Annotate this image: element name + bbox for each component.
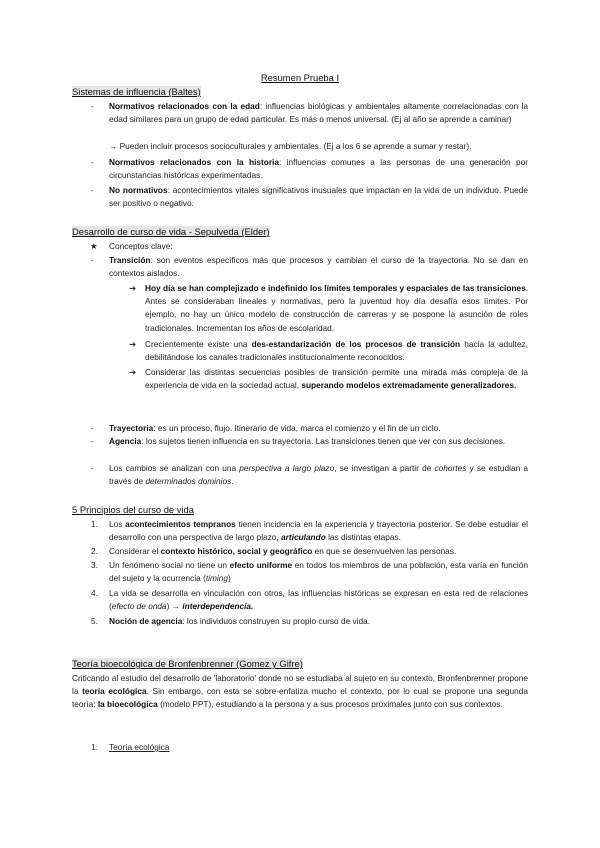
item-term: Trayectoria [109, 423, 154, 433]
item-bold-italic: interdependencia. [182, 601, 254, 612]
list-number: 4. [91, 588, 98, 598]
item-text: . [231, 476, 234, 487]
list-item [109, 184, 528, 210]
item-text: : es un proceso, flujo. Itinerario de vida, marca el comienzo y el fin de un ciclo. [153, 423, 441, 433]
item-pre: Los cambios se analizan con una [109, 463, 240, 473]
item-pre: Los [109, 519, 126, 529]
arrow-bullet-icon: ➔ [129, 283, 136, 293]
item-text: en todos los miembros de una población, esta varía en función del sujeto y la ocurrencia ( [109, 560, 528, 584]
item-pre: Considerar el [109, 546, 161, 556]
list-number: 5. [91, 616, 98, 626]
item-term: No normativos [109, 185, 168, 195]
list-item [109, 435, 528, 448]
item-term: Transición [109, 255, 151, 265]
item-text: : influencias biológicas y ambientales altamente correlacionadas con la edad similares para un grupo de edad particular. Es más o menos universal. (Ej al año se aprende a caminar) [109, 101, 528, 125]
dash-bullet: - [91, 157, 94, 167]
list-item [109, 462, 528, 488]
sub-item [145, 338, 528, 364]
item-text: tienen incidencia en la experiencia y trayectoria posterior. Se debe estudiar el desarrollo con una perspectiva de largo plazo, [109, 519, 528, 543]
para-text: (modelo PPT), estudiando a la persona y a sus procesos proximales junto con sus contextos. [157, 699, 503, 709]
item-italic: determinados dominios [145, 476, 232, 487]
section-heading-principles: 5 Principios del curso de vida [72, 504, 194, 515]
dash-bullet: - [91, 423, 94, 433]
para-text: . Sin embargo, con esta se sobre-enfatiza mucho el contexto, por lo cual se propone una segunda teoría: [72, 686, 529, 709]
key-concepts-label: Conceptos clave: [109, 241, 173, 251]
dash-bullet: - [91, 101, 94, 111]
numbered-item [109, 615, 528, 628]
list-number: 3. [91, 560, 98, 570]
arrow-note: → Pueden incluir procesos socioculturales y ambientales. (Ej a los 6 se aprende a sumar y restar). [109, 141, 472, 151]
section-heading-elder: Desarrollo de curso de vida - Sepulveda (Elder) [72, 226, 270, 237]
item-pre: Considerar las distintas secuencias posibles de transición permite una mirada más compleja de la experiencia de vida en la sociedad actual, [145, 367, 528, 391]
numbered-item [109, 545, 528, 558]
item-text: : los sujetos tienen influencia en su trayectoria. Las transiciones tienen que ver con sus decisiones. [141, 436, 506, 446]
item-pre: Un fenómeno social no tiene un [109, 560, 230, 570]
body-paragraph [72, 672, 528, 711]
list-item [109, 254, 528, 280]
list-item [109, 156, 528, 182]
numbered-item [109, 559, 528, 585]
section-heading-baltes: Sistemas de influencia (Baltes) [72, 86, 201, 97]
item-italic: timing [205, 573, 228, 584]
item-pre: Crecientemente existe una [145, 339, 252, 349]
list-number: 1. [91, 742, 98, 752]
item-term: Agencia [109, 436, 142, 446]
item-text: : acontecimientos vitales significativos inusuales que impactan en la vida de un individuo. Puede ser positivo o negativo. [109, 185, 528, 209]
list-number: 1. [91, 519, 98, 529]
item-term: Normativos relacionados con la edad [109, 101, 260, 111]
item-term: contexto histórico, social y geográfico [160, 546, 313, 556]
dash-bullet: - [91, 436, 94, 446]
list-item [109, 100, 528, 126]
sub-item [145, 282, 528, 335]
item-italic: perspectiva a largo plazo [239, 463, 335, 473]
list-number: 2. [91, 546, 98, 556]
item-text: : son eventos específicos más que procesos y cambian el curso de la trayectoria. No se dan en contextos aislados. [109, 255, 528, 279]
item-text: . Antes se consideraban lineales y normativas, pero la juventud hoy día desafía esos límites. Por ejemplo, no hay un único modelo de construcción de carreras y se pospone la asunción de roles tradicionales. Incrementan los años de escolaridad. [145, 283, 528, 333]
para-text: Criticando al estudio del desarrollo de 'laboratorio' donde no se estudiaba al sujeto en su contexto, Bronfenbrenner propone la [72, 673, 528, 696]
list-item [109, 422, 528, 435]
arrow-bullet-icon: ➔ [129, 367, 136, 377]
item-post: ) [228, 573, 231, 584]
numbered-item [109, 518, 528, 544]
item-text: , se investigan a partir de [334, 463, 435, 473]
section-heading-bronfenbrenner: Teoría bioecológica de Bronfenbrenner (Gomez y Gifre) [72, 658, 303, 669]
item-text: : influencias comunes a las personas de una generación por circunstancias históricas experimentadas. [109, 157, 528, 181]
subsection-heading: Teoría ecológica [109, 742, 170, 752]
item-term: superando modelos extremadamente generalizadores. [301, 380, 517, 391]
item-text: en que se desenvuelven las personas. [312, 546, 457, 556]
item-text: hacia la adultez, debilitándose los canales tradicionales institucionalmente reconocidos. [145, 339, 528, 363]
item-term: Noción de agencia [109, 616, 183, 626]
item-text: ) → [166, 601, 183, 612]
para-term: teoría ecológica [82, 686, 147, 696]
arrow-bullet-icon: ➔ [129, 339, 136, 349]
dash-bullet: - [91, 463, 94, 473]
page-title: Resumen Prueba I [260, 72, 340, 83]
numbered-item [109, 587, 528, 613]
star-bullet-icon: ★ [90, 241, 98, 251]
item-italic: efecto de onda [111, 601, 167, 612]
item-text: : los individuos construyen su propio curso de vida. [182, 616, 371, 626]
item-italic: cohortes [434, 463, 467, 473]
item-term: Hoy día se han complejizado e indefinido los límites temporales y espaciales de las transiciones [145, 283, 526, 293]
sub-item [145, 366, 528, 392]
item-post: las distintas etapas. [325, 532, 401, 543]
item-term: des-estandarización de los procesos de transición [251, 339, 461, 349]
item-term: acontecimientos tempranos [125, 519, 236, 529]
item-term: Normativos relacionados con la historia [109, 157, 279, 167]
para-term: la bioecológica [97, 699, 158, 709]
item-text: y se estudian a través de [109, 463, 528, 487]
dash-bullet: - [91, 185, 94, 195]
item-bold-italic: articulando [281, 532, 326, 543]
item-pre: La vida se desarrolla en vinculación con otros, las influencias históricas se expresan en esta red de relaciones ( [109, 588, 528, 612]
item-term: efecto uniforme [229, 560, 293, 570]
dash-bullet: - [91, 255, 94, 265]
